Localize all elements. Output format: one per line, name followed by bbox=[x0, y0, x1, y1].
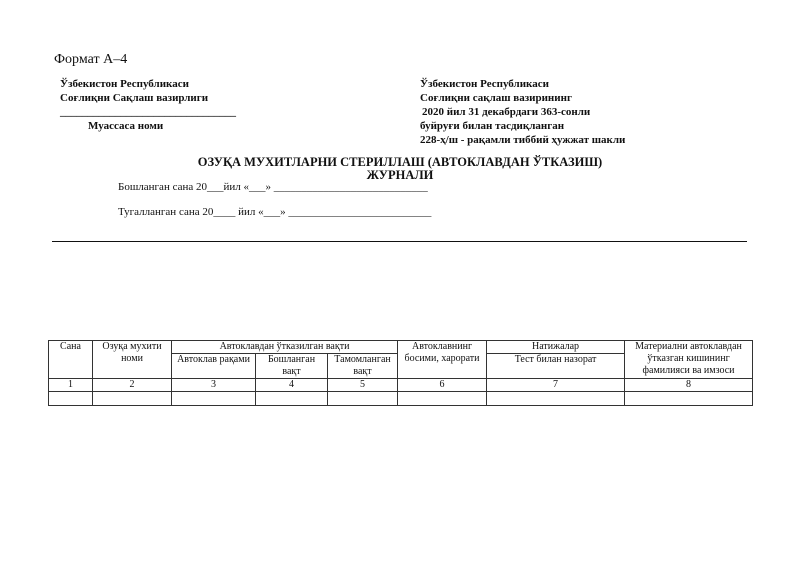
table-cell[interactable] bbox=[328, 392, 398, 406]
header-right-country: Ўзбекистон Республикаси bbox=[420, 78, 549, 90]
column-number: 6 bbox=[398, 379, 487, 392]
column-number: 5 bbox=[328, 379, 398, 392]
header-right-decree: 2020 йил 31 декабрдаги 363-сонли bbox=[422, 106, 591, 118]
table-cell[interactable] bbox=[625, 392, 753, 406]
start-date-field: Бошланган сана 20___йил «___» ____________________________ bbox=[118, 181, 428, 193]
column-number: 3 bbox=[172, 379, 256, 392]
header-date: Сана bbox=[49, 341, 93, 379]
table-row bbox=[49, 392, 753, 406]
column-number: 1 bbox=[49, 379, 93, 392]
column-number: 7 bbox=[487, 379, 625, 392]
table-cell[interactable] bbox=[256, 392, 328, 406]
header-right-approved: буйруғи билан тасдиқланган bbox=[420, 120, 565, 132]
header-autoclave-time: Автоклавдан ўтказилган вақти bbox=[172, 341, 398, 354]
end-date-field: Тугалланган сана 20____ йил «___» __________________________ bbox=[118, 206, 432, 218]
header-left-blank-line: ________________________________ bbox=[60, 106, 236, 118]
header-end-time: Тамомланган вақт bbox=[328, 354, 398, 379]
header-left-country: Ўзбекистон Республикаси bbox=[60, 78, 189, 90]
header-medium-name: Озуқа мухити номи bbox=[93, 341, 172, 379]
format-label: Формат А–4 bbox=[54, 52, 128, 67]
header-right-form-number: 228-ҳ/ш - рақамли тиббий ҳужжат шакли bbox=[420, 134, 626, 146]
column-number: 2 bbox=[93, 379, 172, 392]
column-number: 8 bbox=[625, 379, 753, 392]
header-right-ministry: Соғлиқни сақлаш вазирининг bbox=[420, 92, 572, 104]
table-cell[interactable] bbox=[93, 392, 172, 406]
header-person: Материални автоклавдан ўтказган кишининг фамилияси ва имзоси bbox=[625, 341, 753, 379]
journal-title: ОЗУҚА МУХИТЛАРНИ СТЕРИЛЛАШ (АВТОКЛАВДАН ЎТКАЗИШ) bbox=[197, 155, 603, 169]
table-number-row bbox=[49, 379, 753, 392]
header-left-ministry: Соғлиқни Сақлаш вазирлиги bbox=[60, 92, 209, 104]
header-pressure-temperature: Автоклавнинг босими, харорати bbox=[398, 341, 487, 379]
header-left-institution-label: Муассаса номи bbox=[88, 120, 164, 132]
table-cell[interactable] bbox=[172, 392, 256, 406]
header-autoclave-number: Автоклав рақами bbox=[172, 354, 256, 379]
header-results-test: Тест билан назорат bbox=[487, 354, 625, 379]
header-start-time: Бошланган вақт bbox=[256, 354, 328, 379]
header-left bbox=[60, 77, 236, 133]
header-results: Натижалар bbox=[487, 341, 625, 354]
table-header-row bbox=[49, 341, 753, 354]
column-number: 4 bbox=[256, 379, 328, 392]
table-cell[interactable] bbox=[49, 392, 93, 406]
table-cell[interactable] bbox=[398, 392, 487, 406]
journal-table bbox=[48, 340, 753, 406]
table-cell[interactable] bbox=[487, 392, 625, 406]
header-right bbox=[420, 77, 625, 147]
journal-title-sub: ЖУРНАЛИ bbox=[366, 168, 434, 182]
horizontal-rule bbox=[52, 241, 747, 242]
